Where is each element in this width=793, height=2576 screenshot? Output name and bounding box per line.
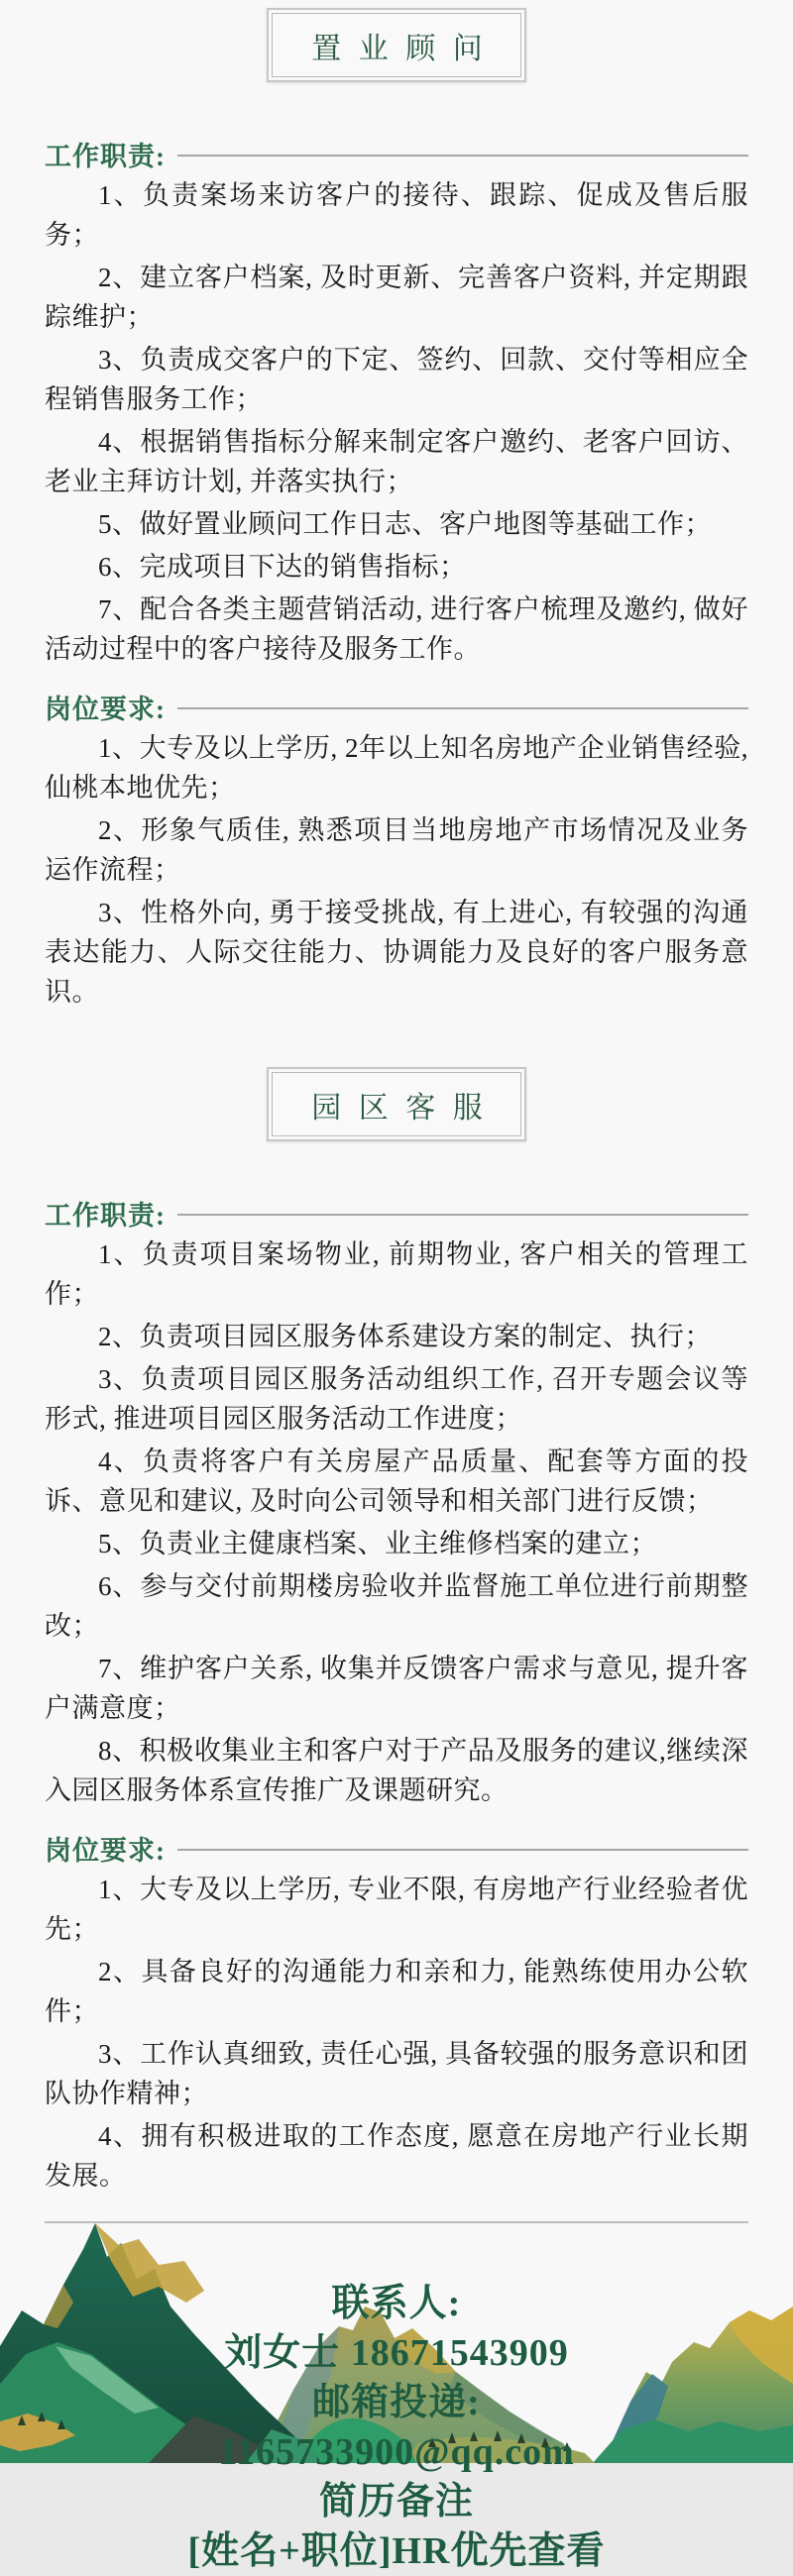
duty-item: 1、负责项目案场物业, 前期物业, 客户相关的管理工作； <box>45 1239 748 1309</box>
duty-item: 4、负责将客户有关房屋产品质量、配套等方面的投诉、意见和建议, 及时向公司领导和相关部门进行反馈； <box>45 1447 748 1516</box>
section-heading-requirements-1 <box>45 687 748 726</box>
job-title: 置 业 顾 问 <box>272 13 521 77</box>
resume-note-format: [姓名+职位]HR优先查看 <box>187 2530 606 2572</box>
section-label: 工作职责: <box>45 1200 166 1231</box>
requirement-item: 3、性格外向, 勇于接受挑战, 有上进心, 有较强的沟通表达能力、人际交往能力、协调能力及良好的客户服务意识。 <box>45 898 748 1007</box>
duty-item: 8、积极收集业主和客户对于产品及服务的建议,继续深入园区服务体系宣传推广及课题研究。 <box>45 1736 748 1805</box>
duty-item: 3、负责成交客户的下定、签约、回款、交付等相应全程销售服务工作； <box>45 345 748 414</box>
contact-email-label: 邮箱投递: <box>312 2382 481 2423</box>
duties-list-2 <box>45 1234 748 1810</box>
requirement-item: 4、拥有积极进取的工作态度, 愿意在房地产行业长期发展。 <box>45 2121 748 2191</box>
contact-block <box>45 2279 748 2576</box>
contact-email: 1165733900@qq.com <box>218 2431 575 2473</box>
resume-note-label: 简历备注 <box>318 2481 474 2522</box>
requirement-item: 3、工作认真细致, 责任心强, 具备较强的服务意识和团队协作精神； <box>45 2039 748 2108</box>
duties-list-1 <box>45 175 748 669</box>
duty-item: 6、参与交付前期楼房验收并监督施工单位进行前期整改； <box>45 1571 748 1641</box>
requirement-item: 2、形象气质佳, 熟悉项目当地房地产市场情况及业务运作流程； <box>45 815 748 885</box>
duty-item: 4、根据销售指标分解来制定客户邀约、老客户回访、老业主拜访计划, 并落实执行； <box>45 427 748 496</box>
heading-rule <box>177 1214 748 1216</box>
job-title-box-property-consultant <box>267 8 526 82</box>
contact-label: 联系人: <box>331 2283 462 2324</box>
heading-rule <box>177 1849 748 1851</box>
heading-rule <box>177 707 748 709</box>
requirement-item: 1、大专及以上学历, 2年以上知名房地产企业销售经验, 仙桃本地优先； <box>45 733 748 803</box>
duty-item: 2、负责项目园区服务体系建设方案的制定、执行； <box>98 1322 712 1351</box>
heading-rule <box>177 155 748 157</box>
duty-item: 2、建立客户档案, 及时更新、完善客户资料, 并定期跟踪维护； <box>45 263 748 332</box>
duty-item: 3、负责项目园区服务活动组织工作, 召开专题会议等形式, 推进项目园区服务活动工作进度； <box>45 1364 748 1434</box>
job-title: 园 区 客 服 <box>272 1072 521 1136</box>
requirements-list-2 <box>45 1870 748 2196</box>
job-title-box-park-customer-service <box>267 1067 526 1141</box>
contact-phone: 刘女士 18671543909 <box>224 2332 569 2374</box>
requirements-list-1 <box>45 728 748 1012</box>
section-heading-requirements-2 <box>45 1828 748 1868</box>
section-heading-duties-1 <box>45 134 748 173</box>
requirement-item: 1、大专及以上学历, 专业不限, 有房地产行业经验者优先； <box>45 1875 748 1944</box>
duty-item: 1、负责案场来访客户的接待、跟踪、促成及售后服务； <box>45 180 748 250</box>
section-label: 岗位要求: <box>45 694 166 724</box>
requirement-item: 2、具备良好的沟通能力和亲和力, 能熟练使用办公软件； <box>45 1957 748 2026</box>
duty-item: 5、做好置业顾问工作日志、客户地图等基础工作； <box>98 509 712 539</box>
duty-item: 6、完成项目下达的销售指标； <box>98 552 467 582</box>
duty-item: 5、负责业主健康档案、业主维修档案的建立； <box>98 1529 657 1558</box>
section-heading-duties-2 <box>45 1193 748 1233</box>
contact-divider <box>45 2221 748 2223</box>
section-label: 工作职责: <box>45 141 166 171</box>
duty-item: 7、维护客户关系, 收集并反馈客户需求与意见, 提升客户满意度； <box>45 1654 748 1723</box>
section-label: 岗位要求: <box>45 1835 166 1866</box>
duty-item: 7、配合各类主题营销活动, 进行客户梳理及邀约, 做好活动过程中的客户接待及服务工作。 <box>45 594 748 664</box>
